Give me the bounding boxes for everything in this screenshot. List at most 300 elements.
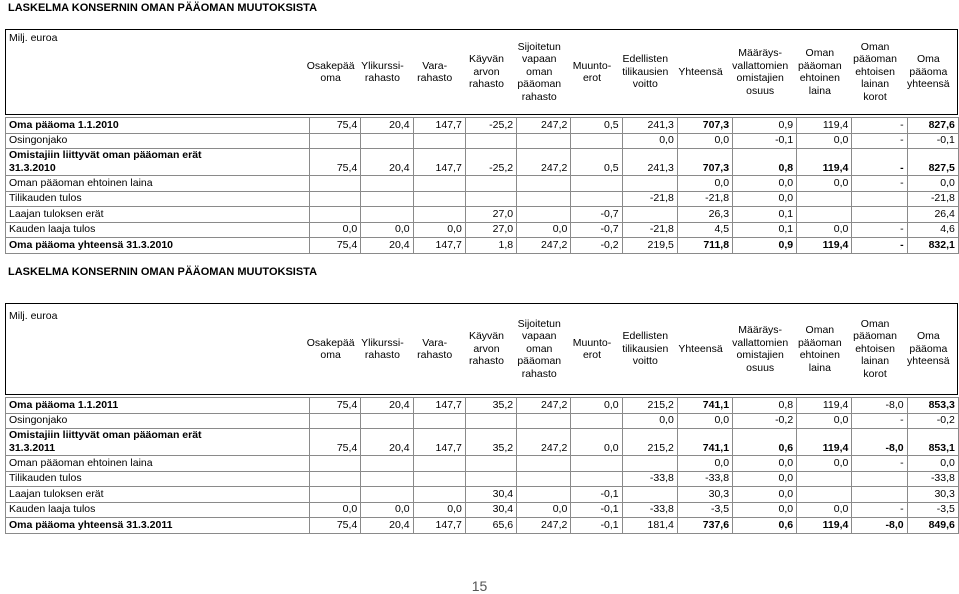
row-label: Oman pääoman ehtoinen laina [6, 176, 206, 192]
value-cell: 0,0 [907, 176, 958, 192]
table-row [6, 429, 959, 456]
value-cell [361, 413, 413, 429]
label-spacer [206, 471, 310, 487]
value-cell: - [852, 118, 907, 134]
label-spacer [206, 118, 310, 134]
value-cell: 4,5 [677, 222, 732, 238]
value-cell [797, 487, 852, 503]
value-cell [571, 471, 622, 487]
value-cell: 0,0 [733, 487, 797, 503]
value-cell: -33,8 [907, 471, 958, 487]
table-row [6, 471, 959, 487]
column-header-line: arvon [473, 65, 500, 78]
value-cell: -0,1 [733, 133, 797, 149]
column-header [409, 337, 461, 362]
value-cell: 30,3 [907, 487, 958, 503]
column-header [461, 330, 512, 368]
value-cell [622, 456, 677, 472]
value-cell [517, 487, 571, 503]
value-cell [361, 487, 413, 503]
value-cell: - [852, 149, 907, 176]
table-row [6, 487, 959, 503]
value-cell [413, 176, 465, 192]
column-header-line: osuus [746, 84, 775, 97]
value-cell: 119,4 [797, 429, 852, 456]
column-header-line: rahasto [364, 72, 400, 84]
column-header-line: ehtoisen [855, 65, 895, 78]
label-spacer [206, 149, 310, 176]
value-cell: 741,1 [677, 429, 732, 456]
value-cell [413, 133, 465, 149]
column-header-line: Sijoitetun [517, 317, 561, 330]
value-cell: 0,0 [907, 456, 958, 472]
value-cell [413, 471, 465, 487]
value-cell: 0,0 [361, 502, 413, 518]
value-cell [571, 413, 622, 429]
value-cell: -3,5 [677, 502, 732, 518]
value-cell: 35,2 [465, 398, 516, 414]
value-cell: 0,1 [733, 207, 797, 223]
value-cell: 0,0 [310, 502, 361, 518]
value-cell [310, 487, 361, 503]
column-header-line: Muunto- [572, 59, 612, 72]
value-cell: -21,8 [622, 222, 677, 238]
value-cell: 20,4 [361, 518, 413, 534]
label-spacer [206, 429, 310, 456]
value-cell [310, 191, 361, 207]
value-cell: -0,7 [571, 222, 622, 238]
value-cell: 0,0 [517, 222, 571, 238]
value-cell: 20,4 [361, 238, 413, 254]
value-cell: -33,8 [622, 502, 677, 518]
value-cell: 0,0 [677, 456, 732, 472]
label-spacer [206, 456, 310, 472]
value-cell: 0,0 [733, 176, 797, 192]
header-box [5, 303, 958, 395]
column-header-line: korot [863, 90, 887, 103]
value-cell [517, 413, 571, 429]
value-cell: 75,4 [310, 518, 361, 534]
value-cell: 0,0 [797, 413, 852, 429]
value-cell [571, 133, 622, 149]
column-header-line: lainan [861, 78, 890, 91]
column-header [792, 324, 847, 374]
column-header-line: rahasto [468, 355, 504, 368]
column-header-line: Oman [805, 47, 835, 59]
value-cell: 741,1 [677, 398, 732, 414]
value-cell: - [852, 238, 907, 254]
value-cell: -25,2 [465, 149, 516, 176]
value-cell: 30,4 [465, 502, 516, 518]
value-cell: 0,0 [571, 429, 622, 456]
page-number: 15 [471, 578, 488, 594]
value-cell [622, 487, 677, 503]
column-header-line: Käyvän [468, 53, 504, 66]
table-row [6, 518, 959, 534]
column-header [566, 337, 617, 362]
value-cell: 849,6 [907, 518, 958, 534]
value-cell: 215,2 [622, 398, 677, 414]
column-header-line: Oma [916, 53, 940, 66]
equity-table [5, 117, 959, 254]
column-header-line: rahasto [468, 78, 504, 91]
label-spacer [206, 502, 310, 518]
value-cell [310, 133, 361, 149]
value-cell: 75,4 [310, 149, 361, 176]
column-header-line: Vara- [422, 59, 448, 72]
label-spacer [206, 518, 310, 534]
column-header-line: ehtoisen [855, 342, 895, 355]
value-cell: 0,0 [413, 222, 465, 238]
value-cell: 0,8 [733, 398, 797, 414]
value-cell: 20,4 [361, 429, 413, 456]
value-cell: 707,3 [677, 118, 732, 134]
value-cell: 119,4 [797, 118, 852, 134]
value-cell: 0,6 [733, 518, 797, 534]
column-header [618, 53, 673, 91]
value-cell: 247,2 [517, 149, 571, 176]
column-header-line: rahasto [521, 90, 557, 103]
value-cell: 707,3 [677, 149, 732, 176]
value-cell: 65,6 [465, 518, 516, 534]
value-cell: 853,1 [907, 429, 958, 456]
column-header-line: Yhteensä [678, 342, 723, 355]
value-cell [310, 176, 361, 192]
value-cell: -0,1 [571, 502, 622, 518]
table-row [6, 238, 959, 254]
column-header-line: oma [320, 72, 341, 84]
value-cell: -8,0 [852, 398, 907, 414]
column-header-line: vallattomien [732, 59, 789, 72]
column-header-line: voitto [632, 355, 658, 368]
value-cell: 247,2 [517, 398, 571, 414]
value-cell [517, 133, 571, 149]
value-cell: 0,0 [797, 176, 852, 192]
value-cell [622, 207, 677, 223]
value-cell: -21,8 [622, 191, 677, 207]
column-header-line: laina [808, 84, 831, 97]
row-label: Omistajiin liittyvät oman pääoman erät 31.3.2011 [6, 429, 206, 456]
column-header-line: oman [526, 65, 553, 78]
column-header-line: Oma [916, 330, 940, 343]
value-cell [361, 207, 413, 223]
column-header [356, 337, 408, 362]
column-header-line: Edellisten [622, 330, 669, 343]
value-cell: 26,4 [907, 207, 958, 223]
column-header-line: pääoman [797, 59, 842, 72]
value-cell [361, 176, 413, 192]
column-header [356, 60, 408, 85]
column-header-line: voitto [632, 78, 658, 91]
column-header-line: tilikausien [622, 342, 669, 355]
value-cell [361, 471, 413, 487]
column-header-line: lainan [861, 355, 890, 368]
value-cell [622, 176, 677, 192]
column-header [792, 47, 847, 97]
value-cell: 0,0 [797, 456, 852, 472]
column-header-line: laina [808, 361, 831, 374]
value-cell: -8,0 [852, 518, 907, 534]
value-cell [852, 191, 907, 207]
column-header-line: Oman [805, 324, 835, 336]
value-cell [465, 133, 516, 149]
value-cell [465, 413, 516, 429]
row-label: Omistajiin liittyvät oman pääoman erät 31.3.2010 [6, 149, 206, 176]
value-cell: 147,7 [413, 118, 465, 134]
row-label: Oma pääoma 1.1.2010 [6, 118, 206, 134]
value-cell: 0,5 [571, 118, 622, 134]
label-spacer [206, 176, 310, 192]
value-cell: 219,5 [622, 238, 677, 254]
value-cell: 737,6 [677, 518, 732, 534]
value-cell: 247,2 [517, 429, 571, 456]
value-cell: -0,2 [733, 413, 797, 429]
value-cell: 75,4 [310, 238, 361, 254]
column-header-line: rahasto [364, 349, 400, 361]
value-cell: 711,8 [677, 238, 732, 254]
value-cell: 0,0 [797, 133, 852, 149]
value-cell: 0,6 [733, 429, 797, 456]
value-cell: - [852, 413, 907, 429]
value-cell [797, 207, 852, 223]
column-header-line: yhteensä [907, 355, 950, 368]
value-cell [517, 207, 571, 223]
value-cell: 30,4 [465, 487, 516, 503]
equity-table [5, 397, 959, 534]
row-label: Laajan tuloksen erät [6, 487, 206, 503]
value-cell [310, 207, 361, 223]
column-header-line: pääoman [517, 78, 562, 91]
value-cell: -0,7 [571, 207, 622, 223]
value-cell: 181,4 [622, 518, 677, 534]
column-header-line: tilikausien [622, 65, 669, 78]
value-cell: 0,0 [733, 471, 797, 487]
value-cell: 75,4 [310, 398, 361, 414]
value-cell: 27,0 [465, 207, 516, 223]
value-cell: 241,3 [622, 149, 677, 176]
column-header-line: Sijoitetun [517, 40, 561, 53]
column-header [673, 66, 728, 79]
label-spacer [206, 398, 310, 414]
value-cell: -21,8 [677, 191, 732, 207]
value-cell: 0,0 [310, 222, 361, 238]
value-cell [852, 487, 907, 503]
value-cell: 75,4 [310, 429, 361, 456]
value-cell: 0,0 [517, 502, 571, 518]
column-header [903, 53, 954, 91]
value-cell: 0,0 [622, 133, 677, 149]
value-cell [361, 133, 413, 149]
section-title: LASKELMA KONSERNIN OMAN PÄÄOMAN MUUTOKSISTA [8, 2, 318, 14]
value-cell [310, 471, 361, 487]
column-header [903, 330, 954, 368]
value-cell [310, 413, 361, 429]
value-cell [413, 191, 465, 207]
value-cell: - [852, 456, 907, 472]
row-label: Oma pääoma yhteensä 31.3.2011 [6, 518, 206, 534]
value-cell: 119,4 [797, 398, 852, 414]
value-cell [797, 471, 852, 487]
label-spacer [206, 413, 310, 429]
value-cell: 147,7 [413, 398, 465, 414]
row-label: Oma pääoma 1.1.2011 [6, 398, 206, 414]
value-cell [413, 487, 465, 503]
value-cell: 0,0 [797, 222, 852, 238]
value-cell [361, 456, 413, 472]
column-header-line: oman [526, 342, 553, 355]
column-header [566, 60, 617, 85]
value-cell [413, 456, 465, 472]
column-header-line: Yhteensä [678, 65, 723, 78]
value-cell: 119,4 [797, 238, 852, 254]
table-row [6, 133, 959, 149]
column-header-line: pääoma [909, 342, 948, 355]
value-cell: 30,3 [677, 487, 732, 503]
column-header-line: pääoman [853, 53, 897, 66]
label-spacer [206, 238, 310, 254]
value-cell [465, 456, 516, 472]
column-header [409, 60, 461, 85]
value-cell: 35,2 [465, 429, 516, 456]
value-cell: 0,0 [677, 413, 732, 429]
value-cell: -0,1 [907, 133, 958, 149]
value-cell: -25,2 [465, 118, 516, 134]
column-header-line: vallattomien [732, 336, 789, 349]
table-row [6, 222, 959, 238]
column-header [512, 318, 566, 381]
row-label: Osingonjako [6, 133, 206, 149]
value-cell [852, 471, 907, 487]
value-cell: 241,3 [622, 118, 677, 134]
column-header-line: Edellisten [622, 53, 669, 66]
value-cell: 0,1 [733, 222, 797, 238]
column-header-line: pääoman [797, 336, 842, 349]
table-row [6, 207, 959, 223]
column-header-line: vapaan [522, 53, 557, 66]
value-cell: 827,5 [907, 149, 958, 176]
value-cell: -8,0 [852, 429, 907, 456]
value-cell: 0,0 [797, 502, 852, 518]
value-cell: -0,2 [571, 238, 622, 254]
header-box [5, 29, 958, 115]
column-header-line: oma [320, 349, 341, 361]
label-spacer [206, 222, 310, 238]
value-cell [465, 176, 516, 192]
table-row [6, 176, 959, 192]
value-cell: 20,4 [361, 398, 413, 414]
value-cell: 0,0 [733, 191, 797, 207]
table-row [6, 118, 959, 134]
column-header-line: erot [582, 72, 602, 84]
column-header [618, 330, 673, 368]
value-cell: 853,3 [907, 398, 958, 414]
value-cell: - [852, 222, 907, 238]
column-header [512, 41, 566, 104]
value-cell [465, 471, 516, 487]
column-header-line: vapaan [522, 330, 557, 343]
value-cell: 0,0 [677, 133, 732, 149]
value-cell [517, 191, 571, 207]
column-header-line: ehtoinen [799, 72, 840, 84]
row-label: Laajan tuloksen erät [6, 207, 206, 223]
value-cell [465, 191, 516, 207]
value-cell: - [852, 176, 907, 192]
value-cell: - [852, 502, 907, 518]
column-header-line: Osakepää [306, 336, 355, 349]
value-cell: 147,7 [413, 238, 465, 254]
column-header-line: pääoman [853, 330, 897, 343]
label-spacer [206, 207, 310, 223]
section-title: LASKELMA KONSERNIN OMAN PÄÄOMAN MUUTOKSISTA [8, 266, 318, 278]
column-header [847, 318, 902, 381]
table-row [6, 502, 959, 518]
value-cell: 0,0 [413, 502, 465, 518]
value-cell: 247,2 [517, 118, 571, 134]
row-label: Osingonjako [6, 413, 206, 429]
value-cell [361, 191, 413, 207]
table-row [6, 149, 959, 176]
value-cell: -3,5 [907, 502, 958, 518]
value-cell: 0,9 [733, 238, 797, 254]
value-cell [517, 471, 571, 487]
value-cell: 20,4 [361, 118, 413, 134]
column-header-line: Määräys- [738, 324, 783, 336]
value-cell: 0,5 [571, 149, 622, 176]
unit-label: Milj. euroa [9, 310, 58, 322]
column-header [847, 41, 902, 104]
value-cell: 0,8 [733, 149, 797, 176]
value-cell: 247,2 [517, 518, 571, 534]
column-header [305, 60, 356, 85]
value-cell: 0,0 [571, 398, 622, 414]
value-cell: 0,9 [733, 118, 797, 134]
value-cell: 75,4 [310, 118, 361, 134]
value-cell: 26,3 [677, 207, 732, 223]
row-label: Tilikauden tulos [6, 471, 206, 487]
value-cell [571, 176, 622, 192]
label-spacer [206, 191, 310, 207]
column-header-line: pääoman [517, 355, 562, 368]
row-label: Kauden laaja tulos [6, 222, 206, 238]
column-header-line: pääoma [909, 65, 948, 78]
value-cell: -0,1 [571, 518, 622, 534]
row-label: Oman pääoman ehtoinen laina [6, 456, 206, 472]
value-cell: 0,0 [677, 176, 732, 192]
column-header-line: ehtoinen [799, 349, 840, 361]
column-header-line: Ylikurssi- [361, 336, 404, 349]
table-row [6, 398, 959, 414]
row-label: Tilikauden tulos [6, 191, 206, 207]
value-cell: 247,2 [517, 238, 571, 254]
value-cell [852, 207, 907, 223]
value-cell: 827,6 [907, 118, 958, 134]
unit-label: Milj. euroa [9, 32, 58, 44]
row-label: Oma pääoma yhteensä 31.3.2010 [6, 238, 206, 254]
column-header-line: rahasto [417, 72, 453, 84]
column-header-line: korot [863, 367, 887, 380]
column-header-line: Vara- [422, 336, 448, 349]
column-header [673, 343, 728, 356]
value-cell: 147,7 [413, 429, 465, 456]
value-cell: 4,6 [907, 222, 958, 238]
value-cell: - [852, 133, 907, 149]
column-header-line: Oman [860, 40, 890, 53]
value-cell: 0,0 [361, 222, 413, 238]
value-cell: 119,4 [797, 149, 852, 176]
value-cell: 0,0 [733, 456, 797, 472]
column-header-line: yhteensä [907, 78, 950, 91]
value-cell [517, 456, 571, 472]
